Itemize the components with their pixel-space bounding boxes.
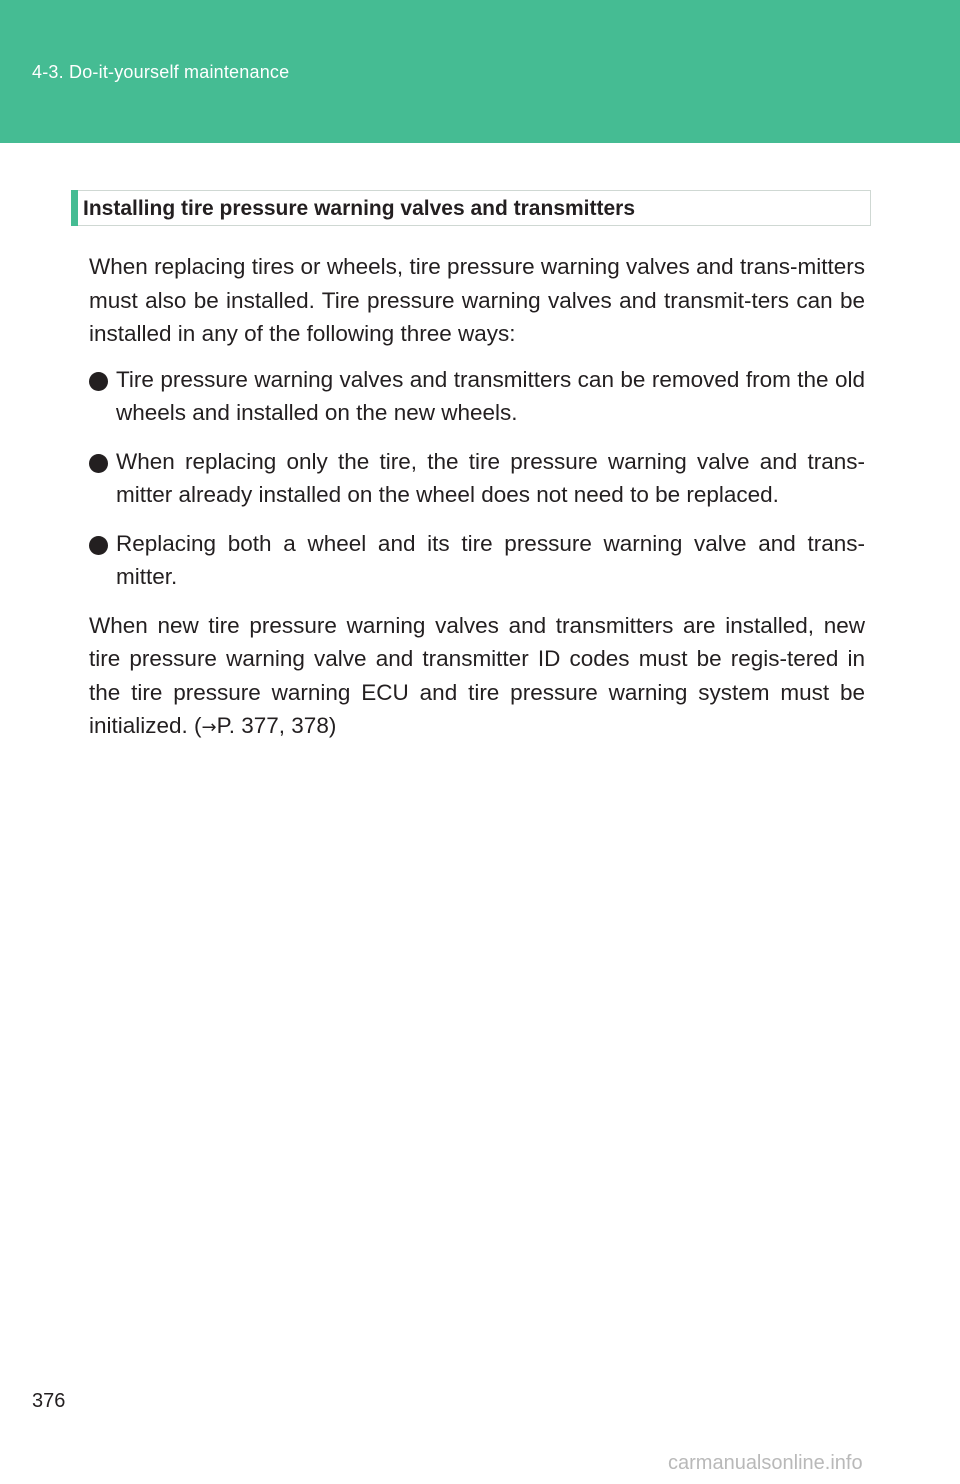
list-item bbox=[89, 363, 865, 430]
list-item-text: Tire pressure warning valves and transmitters can be removed from the old wheels and installed on the new wheels. bbox=[116, 366, 865, 425]
watermark: carmanualsonline.info bbox=[668, 1452, 863, 1474]
list-item bbox=[89, 445, 865, 512]
body-content bbox=[89, 250, 865, 745]
page-number: 376 bbox=[32, 1390, 66, 1412]
bullet-list bbox=[89, 363, 865, 594]
arrow-right-icon: → bbox=[201, 717, 217, 738]
bullet-icon bbox=[89, 536, 108, 555]
intro-paragraph: When replacing tires or wheels, tire pressure warning valves and trans-mitters must also be installed. Tire pressure warning valves and transmit-ters can be installed in any of the following three ways: bbox=[89, 254, 865, 346]
section-heading bbox=[71, 190, 871, 226]
bullet-icon bbox=[89, 454, 108, 473]
list-item-text: When replacing only the tire, the tire pressure warning valve and trans-mitter already installed on the wheel does not need to be replaced. bbox=[116, 448, 865, 507]
header-band bbox=[0, 0, 960, 143]
closing-paragraph bbox=[89, 609, 865, 745]
list-item-text: Replacing both a wheel and its tire pressure warning valve and trans-mitter. bbox=[116, 530, 865, 589]
heading-title: Installing tire pressure warning valves and transmitters bbox=[83, 197, 636, 220]
closing-text: When new tire pressure warning valves and transmitters are installed, new tire pressure warning valve and transmitter ID codes must be regis-tered in the tire pressure warning ECU and tire pressure warning system must be initialized. ( bbox=[89, 612, 865, 738]
bullet-icon bbox=[89, 372, 108, 391]
page-reference-link[interactable]: P. 377, 378) bbox=[216, 713, 337, 738]
section-title: 4-3. Do-it-yourself maintenance bbox=[32, 62, 290, 82]
list-item bbox=[89, 527, 865, 594]
heading-accent-bar bbox=[71, 190, 78, 226]
